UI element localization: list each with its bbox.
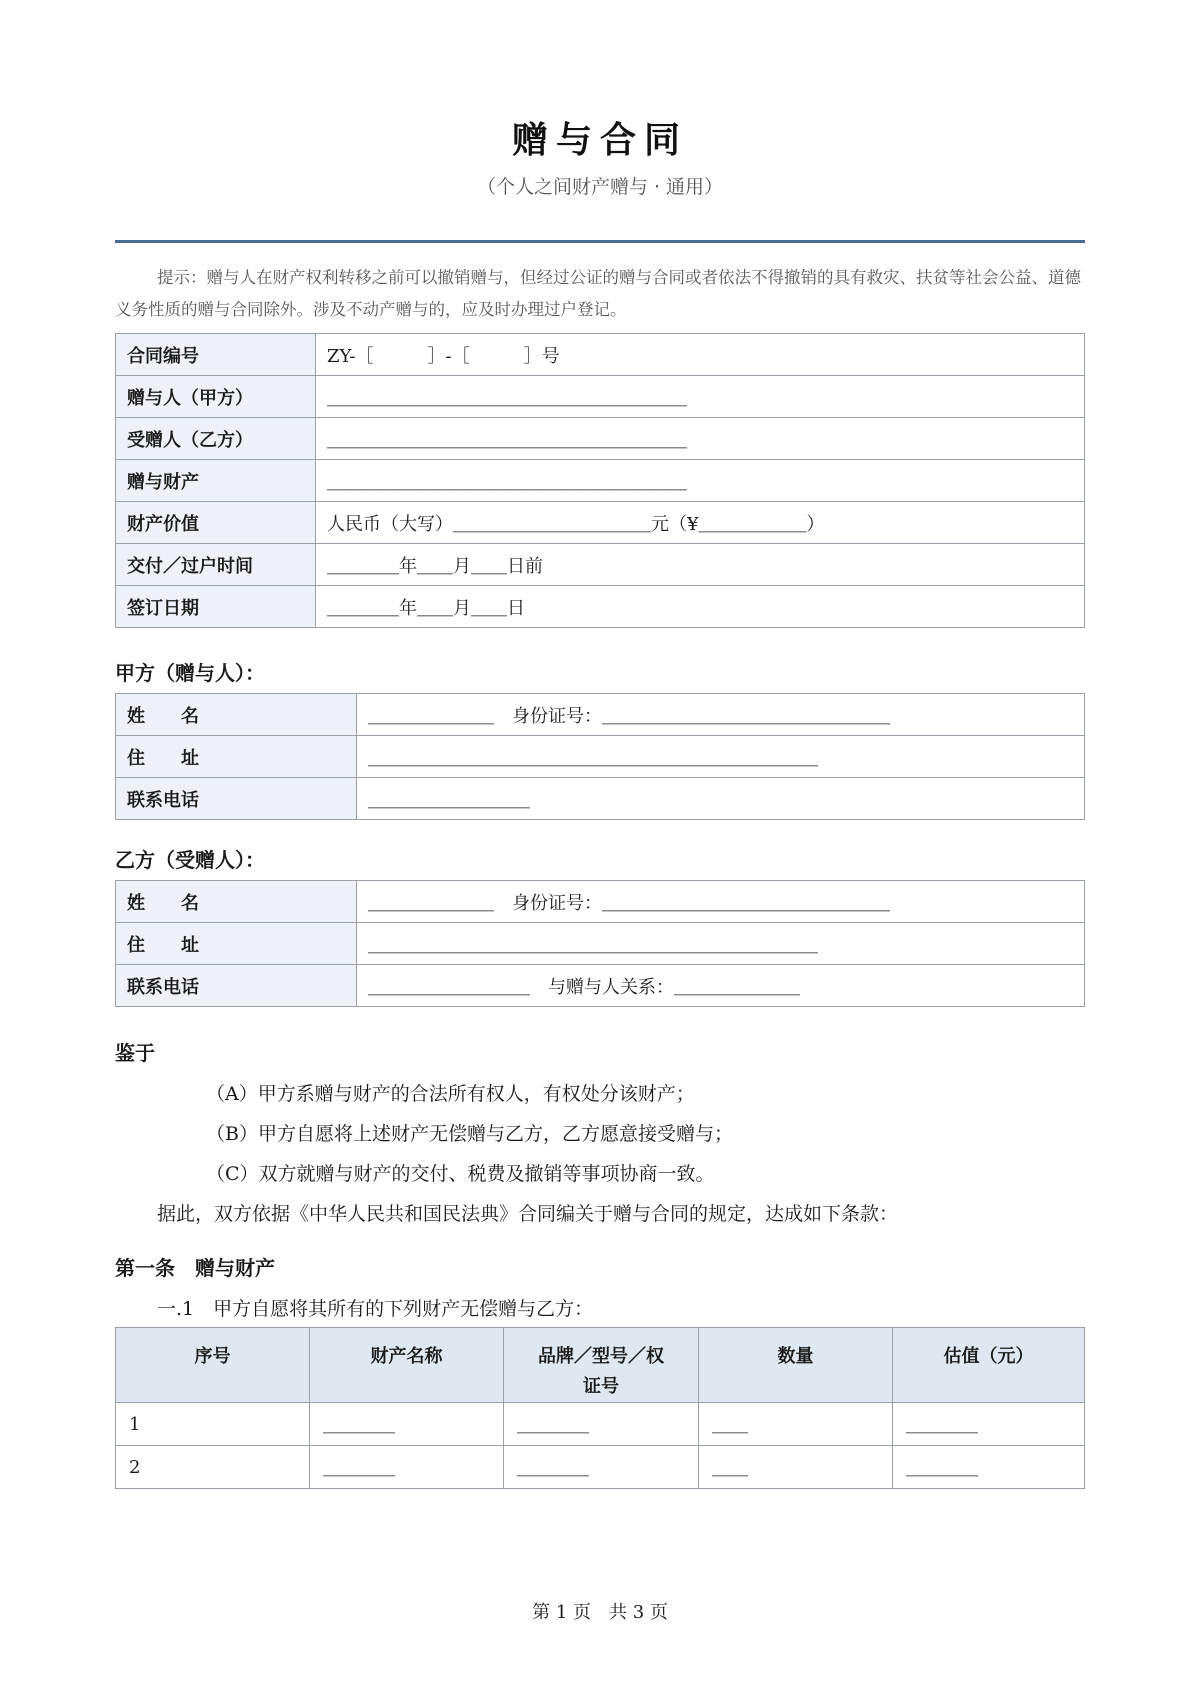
table-cell[interactable]: ＿＿＿＿ [310,1446,504,1489]
table-cell[interactable]: ＿＿＿＿ [893,1403,1085,1446]
field-value[interactable]: ＿＿＿＿＿＿＿＿＿＿＿＿＿＿＿＿＿＿＿＿ [316,460,1085,502]
field-value[interactable]: ZY-［ ］-［ ］号 [316,334,1085,376]
table-row [116,502,1085,544]
field-label: 姓 名 [116,881,357,923]
table-cell[interactable]: ＿＿＿＿ [504,1446,699,1489]
whereas-conclusion: 据此，双方依据《中华人民共和国民法典》合同编关于赠与合同的规定，达成如下条款： [157,1203,899,1225]
table-row [116,334,1085,376]
document-subtitle: （个人之间财产赠与 · 通用） [476,176,724,198]
party-b-table [115,880,1085,1007]
table-cell[interactable]: ＿＿ [699,1446,893,1489]
field-value[interactable]: ＿＿＿＿＿＿＿ 身份证号：＿＿＿＿＿＿＿＿＿＿＿＿＿＿＿＿ [357,881,1085,923]
table-row [116,460,1085,502]
whereas-heading: 鉴于 [115,1041,155,1065]
table-row [116,1403,1085,1446]
table-row [116,736,1085,778]
field-value[interactable]: ＿＿＿＿＿＿＿＿＿＿＿＿＿＿＿＿＿＿＿＿ [316,376,1085,418]
row-number: 2 [116,1446,310,1489]
field-value[interactable]: ＿＿＿＿年＿＿月＿＿日前 [316,544,1085,586]
whereas-item: （C）双方就赠与财产的交付、税费及撤销等事项协商一致。 [206,1163,715,1185]
whereas-item: （B）甲方自愿将上述财产无偿赠与乙方，乙方愿意接受赠与； [206,1123,733,1145]
row-number: 1 [116,1403,310,1446]
party-b-heading: 乙方（受赠人）： [115,848,265,872]
field-value[interactable]: ＿＿＿＿＿＿＿＿＿＿＿＿＿＿＿＿＿＿＿＿ [316,418,1085,460]
field-label: 住 址 [116,736,357,778]
tip-paragraph: 提示：赠与人在财产权利转移之前可以撤销赠与，但经过公证的赠与合同或者依法不得撤销的具有救灾、扶贫等社会公益、道德义务性质的赠与合同除外。涉及不动产赠与的，应及时办理过户登记。 [115,268,1081,319]
table-row [116,923,1085,965]
table-row [116,881,1085,923]
field-value[interactable]: ＿＿＿＿年＿＿月＿＿日 [316,586,1085,628]
field-label: 交付／过户时间 [116,544,316,586]
field-label: 签订日期 [116,586,316,628]
field-label: 赠与人（甲方） [116,376,316,418]
table-cell[interactable]: ＿＿＿＿ [310,1403,504,1446]
property-table [115,1327,1085,1489]
table-row [116,1446,1085,1489]
summary-table [115,333,1085,628]
table-cell[interactable]: ＿＿＿＿ [893,1446,1085,1489]
field-label: 联系电话 [116,965,357,1007]
table-cell[interactable]: ＿＿＿＿ [504,1403,699,1446]
field-label: 赠与财产 [116,460,316,502]
table-cell[interactable]: ＿＿ [699,1403,893,1446]
field-value[interactable]: ＿＿＿＿＿＿＿＿＿ [357,778,1085,820]
article1-heading: 第一条 赠与财产 [115,1256,275,1280]
whereas-item: （A）甲方系赠与财产的合法所有权人，有权处分该财产； [206,1083,695,1105]
field-label: 受赠人（乙方） [116,418,316,460]
table-row [116,694,1085,736]
field-label: 姓 名 [116,694,357,736]
field-value[interactable]: ＿＿＿＿＿＿＿＿＿＿＿＿＿＿＿＿＿＿＿＿＿＿＿＿＿ [357,923,1085,965]
page-footer: 第 1 页 共 3 页 [532,1602,668,1623]
column-header: 财产名称 [310,1328,504,1403]
field-label: 住 址 [116,923,357,965]
column-header: 估值（元） [893,1328,1085,1403]
table-row [116,778,1085,820]
table-row [116,418,1085,460]
field-value[interactable]: ＿＿＿＿＿＿＿ 身份证号：＿＿＿＿＿＿＿＿＿＿＿＿＿＿＿＿ [357,694,1085,736]
field-value[interactable]: ＿＿＿＿＿＿＿＿＿ 与赠与人关系：＿＿＿＿＿＿＿ [357,965,1085,1007]
field-label: 合同编号 [116,334,316,376]
field-value[interactable]: 人民币（大写）＿＿＿＿＿＿＿＿＿＿＿元（¥＿＿＿＿＿＿） [316,502,1085,544]
field-value[interactable]: ＿＿＿＿＿＿＿＿＿＿＿＿＿＿＿＿＿＿＿＿＿＿＿＿＿ [357,736,1085,778]
field-label: 财产价值 [116,502,316,544]
table-row [116,544,1085,586]
party-a-table [115,693,1085,820]
table-row [116,376,1085,418]
field-label: 联系电话 [116,778,357,820]
party-a-heading: 甲方（赠与人）： [115,661,265,685]
table-row [116,586,1085,628]
document-title: 赠与合同 [511,120,688,161]
column-header: 序号 [116,1328,310,1403]
article1-clause: 一.1 甲方自愿将其所有的下列财产无偿赠与乙方： [157,1298,594,1320]
column-header: 数量 [699,1328,893,1403]
title-divider [115,240,1085,243]
table-row [116,965,1085,1007]
column-header: 品牌／型号／权证号 [504,1328,699,1403]
